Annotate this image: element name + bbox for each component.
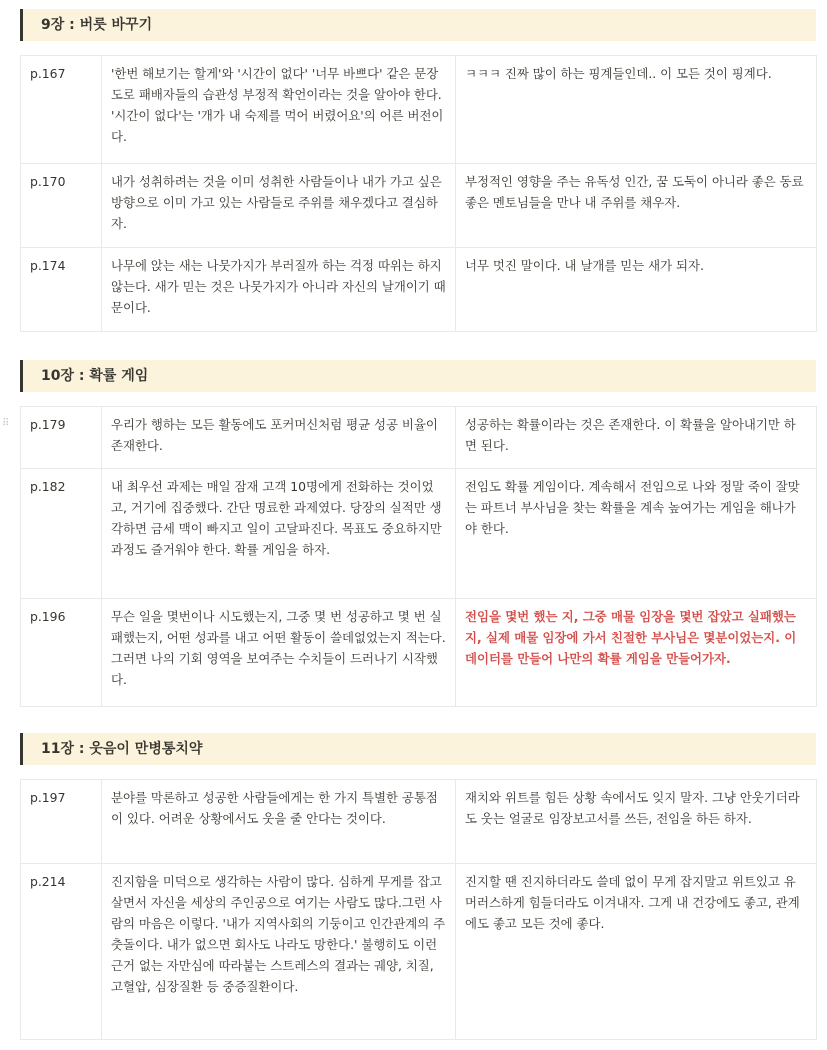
quote-cell[interactable]: 무슨 일을 몇번이나 시도했는지, 그중 몇 번 성공하고 몇 번 실패했는지, 어떤 성과를 내고 어떤 활동이 쓸데없었는지 적는다. 그러면 나의 기회 영역을 보여주는 수치들이 드러나기 시작했다. — [102, 599, 456, 707]
quote-cell[interactable]: 진지함을 미덕으로 생각하는 사람이 많다. 심하게 무게를 잡고 살면서 자신을 세상의 주인공으로 여기는 사람도 많다.그런 사람의 마음은 이렇다. '내가 지역사회의 기둥이고 인간관계의 주춧돌이다. 내가 없으면 회사도 나라도 망한다.' 불행히도 이런 근거 없는 자만심에 따라붙는 스트레스의 결과는 궤양, 치질, 고혈압, 심장질환 등 중증질환이다. — [102, 864, 456, 1040]
notes-table — [20, 406, 817, 707]
note-cell[interactable]: 너무 멋진 말이다. 내 날개를 믿는 새가 되자. — [456, 248, 817, 332]
table-row — [21, 864, 817, 1040]
chapter-heading: 10장 : 확률 게임 — [20, 360, 816, 392]
emphasized-note-cell[interactable]: 전임을 몇번 했는 지, 그중 매물 임장을 몇번 잡았고 실패했는지, 실제 매물 임장에 가서 친절한 부사님은 몇분이었는지. 이 데이터를 만들어 나만의 확률 게임을 만들어가자. — [456, 599, 817, 707]
note-cell[interactable]: 전임도 확률 게임이다. 계속해서 전임으로 나와 정말 죽이 잘맞는 파트너 부사님을 찾는 확률을 계속 높여가는 게임을 해나가야 한다. — [456, 469, 817, 599]
quote-cell[interactable]: '한번 해보기는 할게'와 '시간이 없다' '너무 바쁘다' 같은 문장도로 패배자들의 습관성 부정적 확언이라는 것을 알아야 한다. '시간이 없다'는 '개가 내 숙제를 먹어 버렸어요'의 어른 버전이다. — [102, 56, 456, 164]
table-row — [21, 780, 817, 864]
drag-handle-icon[interactable]: ⠿ — [2, 418, 11, 429]
note-cell[interactable]: 성공하는 확률이라는 것은 존재한다. 이 확률을 알아내기만 하면 된다. — [456, 407, 817, 469]
note-cell[interactable]: 진지할 땐 진지하더라도 쓸데 없이 무게 잡지말고 위트있고 유머러스하게 힘들더라도 이겨내자. 그게 내 건강에도 좋고, 관계에도 좋고 모든 것에 좋다. — [456, 864, 817, 1040]
quote-cell[interactable]: 분야를 막론하고 성공한 사람들에게는 한 가지 특별한 공통점이 있다. 어려운 상황에서도 웃을 줄 안다는 것이다. — [102, 780, 456, 864]
page-cell[interactable]: p.197 — [21, 780, 102, 864]
page-cell[interactable]: p.179 — [21, 407, 102, 469]
chapter-heading: 11장 : 웃음이 만병통치약 — [20, 733, 816, 765]
table-row — [21, 164, 817, 248]
table-row — [21, 248, 817, 332]
notes-table — [20, 779, 817, 1040]
page-cell[interactable]: p.182 — [21, 469, 102, 599]
table-row — [21, 407, 817, 469]
table-row — [21, 599, 817, 707]
quote-cell[interactable]: 내가 성취하려는 것을 이미 성취한 사람들이나 내가 가고 싶은 방향으로 이미 가고 있는 사람들로 주위를 채우겠다고 결심하자. — [102, 164, 456, 248]
note-cell[interactable]: ㅋㅋㅋ 진짜 많이 하는 핑계들인데.. 이 모든 것이 핑계다. — [456, 56, 817, 164]
table-row — [21, 56, 817, 164]
quote-cell[interactable]: 나무에 앉는 새는 나뭇가지가 부러질까 하는 걱정 따위는 하지 않는다. 새가 믿는 것은 나뭇가지가 아니라 자신의 날개이기 때문이다. — [102, 248, 456, 332]
page-cell[interactable]: p.196 — [21, 599, 102, 707]
page-cell[interactable]: p.174 — [21, 248, 102, 332]
page-cell[interactable]: p.167 — [21, 56, 102, 164]
page-cell[interactable]: p.214 — [21, 864, 102, 1040]
notes-table — [20, 55, 817, 332]
note-cell[interactable]: 재치와 위트를 힘든 상황 속에서도 잊지 말자. 그냥 안웃기더라도 웃는 얼굴로 임장보고서를 쓰든, 전임을 하든 하자. — [456, 780, 817, 864]
chapter-heading: 9장 : 버릇 바꾸기 — [20, 9, 816, 41]
quote-cell[interactable]: 우리가 행하는 모든 활동에도 포커머신처럼 평균 성공 비율이 존재한다. — [102, 407, 456, 469]
note-cell[interactable]: 부정적인 영향을 주는 유독성 인간, 꿈 도둑이 아니라 좋은 동료 좋은 멘토님들을 만나 내 주위를 채우자. — [456, 164, 817, 248]
page-cell[interactable]: p.170 — [21, 164, 102, 248]
table-row — [21, 469, 817, 599]
quote-cell[interactable]: 내 최우선 과제는 매일 잠재 고객 10명에게 전화하는 것이었고, 거기에 집중했다. 간단 명료한 과제였다. 당장의 실적만 생각하면 금세 맥이 빠지고 일이 고달파진다. 목표도 중요하지만 과정도 즐거워야 한다. 확률 게임을 하자. — [102, 469, 456, 599]
